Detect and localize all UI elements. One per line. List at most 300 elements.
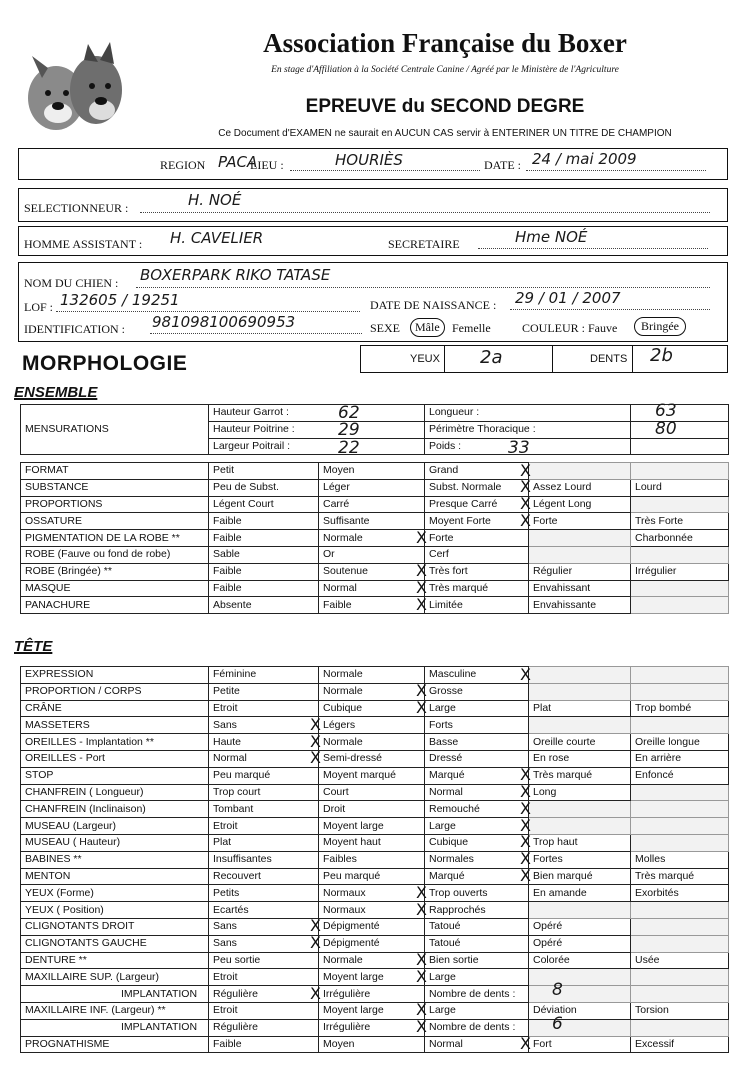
exam-notice: Ce Document d'EXAMEN ne saurait en AUCUN CAS servir à ENTERINER UN TITRE DE CHAMPION (218, 128, 672, 139)
poids-value[interactable]: 33 (508, 438, 530, 458)
tete-row-babines (21, 851, 729, 868)
selectionneur-line (140, 212, 710, 213)
nom-chien-value[interactable]: BOXERPARK RIKO TATASE (140, 266, 331, 284)
check-mark: X (416, 950, 427, 970)
check-mark: X (310, 748, 321, 768)
ensemble-option-cell[interactable]: Normale (319, 530, 425, 547)
naissance-value[interactable]: 29 / 01 / 2007 (515, 289, 621, 307)
ensemble-option-cell[interactable]: Forte (425, 530, 529, 547)
ensemble-row-label: MASQUE (21, 580, 209, 597)
check-mark: X (520, 782, 531, 802)
tete-row-stop (21, 767, 729, 784)
tete-option-cell[interactable]: Forts (425, 717, 529, 734)
tete-option-cell[interactable]: Etroit (209, 700, 319, 717)
largeur-poitrail-value[interactable]: 22 (338, 438, 360, 458)
check-mark: X (520, 866, 531, 886)
dents-inf-value[interactable]: 6 (552, 1014, 563, 1034)
sexe-male-option[interactable]: Mâle (410, 318, 445, 337)
tete-option-cell[interactable]: Sans (209, 717, 319, 734)
longueur-label: Longueur : (425, 405, 631, 422)
hauteur-garrot-label: Hauteur Garrot : (209, 405, 425, 422)
tete-option-cell[interactable]: Trop haut (529, 834, 631, 851)
ensemble-row-format (21, 463, 729, 480)
secretaire-label: SECRETAIRE (388, 237, 460, 251)
tete-title: TÊTE (14, 638, 53, 655)
nom-chien-line (136, 287, 710, 288)
tete-row-clignotants-gauche (21, 935, 729, 952)
tete-row-label: CHANFREIN (Inclinaison) (21, 801, 209, 818)
ensemble-option-cell[interactable]: Faible (209, 580, 319, 597)
tete-row-expression (21, 667, 729, 684)
identification-value[interactable]: 981098100690953 (152, 313, 296, 331)
tete-row-oreilles-port (21, 750, 729, 767)
dents-value[interactable]: 2b (650, 345, 673, 366)
mensurations-label: MENSURATIONS (21, 405, 209, 455)
ensemble-row-masque (21, 580, 729, 597)
lieu-line (290, 170, 480, 171)
ensemble-row-panachure (21, 597, 729, 614)
tete-option-cell[interactable]: Nombre de dents : (425, 986, 529, 1003)
ensemble-option-cell[interactable]: Or (319, 546, 425, 563)
tete-option-cell[interactable]: Large (425, 1002, 529, 1019)
tete-option-cell[interactable] (529, 717, 631, 734)
tete-row-museau-largeur (21, 818, 729, 835)
check-mark: X (310, 916, 321, 936)
tete-option-cell[interactable]: Très marqué (631, 868, 729, 885)
check-mark: X (310, 983, 321, 1003)
tete-option-cell[interactable]: Large (425, 700, 529, 717)
check-mark: X (416, 899, 427, 919)
tete-option-cell[interactable]: Normale (319, 952, 425, 969)
ensemble-row-label: OSSATURE (21, 513, 209, 530)
tete-option-cell[interactable]: Rapprochés (425, 902, 529, 919)
ensemble-option-cell[interactable]: Sable (209, 546, 319, 563)
ensemble-option-cell[interactable] (529, 546, 631, 563)
tete-option-cell[interactable]: Fort (529, 1036, 631, 1053)
tete-option-cell[interactable]: Légers (319, 717, 425, 734)
ensemble-option-cell[interactable]: Normal (319, 580, 425, 597)
tete-option-cell[interactable]: Bien sortie (425, 952, 529, 969)
ensemble-option-cell[interactable] (631, 463, 729, 480)
tete-option-cell[interactable] (529, 1019, 631, 1036)
longueur-cell[interactable] (631, 405, 729, 422)
check-mark: X (416, 561, 427, 581)
ensemble-option-cell[interactable]: Assez Lourd (529, 479, 631, 496)
ensemble-option-cell[interactable]: Cerf (425, 546, 529, 563)
ensemble-option-cell[interactable]: Faible (209, 513, 319, 530)
check-mark: X (416, 1017, 427, 1037)
ensemble-row-label: FORMAT (21, 463, 209, 480)
morphologie-title: MORPHOLOGIE (22, 352, 188, 375)
tete-option-cell[interactable] (529, 969, 631, 986)
dents-divider-right (632, 346, 633, 372)
tete-option-cell[interactable]: Normale (319, 667, 425, 684)
ensemble-row-label: PIGMENTATION DE LA ROBE ** (21, 530, 209, 547)
check-mark: X (416, 594, 427, 614)
tete-option-cell[interactable] (631, 834, 729, 851)
tete-row-label: IMPLANTATION (21, 1019, 209, 1036)
tete-row-label: CRÂNE (21, 700, 209, 717)
ensemble-option-cell[interactable]: Carré (319, 496, 425, 513)
tete-option-cell[interactable]: Tombant (209, 801, 319, 818)
tete-option-cell[interactable]: Normale (319, 683, 425, 700)
tete-option-cell[interactable] (529, 683, 631, 700)
tete-option-cell[interactable]: Enfoncé (631, 767, 729, 784)
lieu-value[interactable]: HOURIÈS (335, 151, 403, 169)
tete-row-label: YEUX (Forme) (21, 885, 209, 902)
couleur-bringee-option[interactable]: Bringée (634, 317, 686, 336)
ensemble-option-cell[interactable]: Moyen (319, 463, 425, 480)
tete-option-cell[interactable]: Trop ouverts (425, 885, 529, 902)
tete-option-cell[interactable]: Déviation (529, 1002, 631, 1019)
hauteur-garrot-value[interactable]: 62 (338, 403, 360, 423)
tete-row-label: YEUX ( Position) (21, 902, 209, 919)
tete-row-yeux-position (21, 902, 729, 919)
check-mark: X (520, 849, 531, 869)
tete-option-cell[interactable]: Trop bombé (631, 700, 729, 717)
lof-line (56, 311, 360, 312)
identification-line (150, 333, 362, 334)
tete-option-cell[interactable]: Ecartés (209, 902, 319, 919)
tete-row-chanfrein-inclinaison (21, 801, 729, 818)
tete-option-cell[interactable]: Moyen (319, 1036, 425, 1053)
tete-option-cell[interactable]: Opéré (529, 935, 631, 952)
tete-option-cell[interactable] (631, 969, 729, 986)
form-title: EPREUVE du SECOND DEGRE (305, 96, 585, 117)
ensemble-option-cell[interactable]: Limitée (425, 597, 529, 614)
ensemble-option-cell[interactable]: Presque Carré (425, 496, 529, 513)
tete-option-cell[interactable]: Insuffisantes (209, 851, 319, 868)
tete-row-label: BABINES ** (21, 851, 209, 868)
tete-row-chanfrein-longueur (21, 784, 729, 801)
check-mark: X (310, 731, 321, 751)
tete-row-maxillaire-inf-largeur (21, 1002, 729, 1019)
perimetre-label: Périmètre Thoracique : (425, 421, 631, 438)
sexe-label: SEXE (370, 321, 400, 335)
ensemble-option-cell[interactable] (529, 530, 631, 547)
tete-option-cell[interactable]: Régulière (209, 1019, 319, 1036)
tete-option-cell[interactable]: Très marqué (529, 767, 631, 784)
tete-option-cell[interactable]: Irrégulière (319, 1019, 425, 1036)
tete-row-label: MENTON (21, 868, 209, 885)
tete-option-cell[interactable]: Normaux (319, 902, 425, 919)
ensemble-row-label: PROPORTIONS (21, 496, 209, 513)
association-name: Association Française du Boxer (263, 28, 627, 58)
tete-option-cell[interactable]: Irrégulière (319, 986, 425, 1003)
tete-option-cell[interactable] (631, 1019, 729, 1036)
lof-value[interactable]: 132605 / 19251 (60, 291, 180, 309)
tete-option-cell[interactable] (631, 683, 729, 700)
tete-option-cell[interactable]: Etroit (209, 1002, 319, 1019)
tete-option-cell[interactable]: Marqué (425, 767, 529, 784)
tete-row-label: OREILLES - Implantation ** (21, 734, 209, 751)
tete-row-crane (21, 700, 729, 717)
sexe-femelle-option[interactable]: Femelle (452, 321, 491, 335)
tete-option-cell[interactable]: Régulière (209, 986, 319, 1003)
ensemble-option-cell[interactable]: Envahissant (529, 580, 631, 597)
ensemble-option-cell[interactable]: Peu de Subst. (209, 479, 319, 496)
tete-row-yeux-forme (21, 885, 729, 902)
tete-option-cell[interactable]: Etroit (209, 818, 319, 835)
tete-option-cell[interactable] (529, 818, 631, 835)
dents-sup-value[interactable]: 8 (552, 980, 563, 1000)
ensemble-option-cell[interactable]: Faible (319, 597, 425, 614)
perimetre-value[interactable]: 80 (655, 419, 677, 439)
secretaire-value[interactable]: Hme NOÉ (515, 228, 588, 246)
tete-row-museau-hauteur (21, 834, 729, 851)
tete-option-cell[interactable] (631, 935, 729, 952)
tete-option-cell[interactable] (529, 801, 631, 818)
tete-option-cell[interactable]: Normaux (319, 885, 425, 902)
tete-option-cell[interactable]: Etroit (209, 969, 319, 986)
tete-option-cell[interactable]: Basse (425, 734, 529, 751)
tete-row-maxillaire-sup-largeur (21, 969, 729, 986)
ensemble-option-cell[interactable]: Envahissante (529, 597, 631, 614)
selectionneur-value[interactable]: H. NOÉ (188, 191, 242, 209)
tete-option-cell[interactable]: Moyent haut (319, 834, 425, 851)
tete-option-cell[interactable]: Normales (425, 851, 529, 868)
ensemble-row-proportions (21, 496, 729, 513)
tete-option-cell[interactable] (529, 667, 631, 684)
tete-option-cell[interactable] (631, 818, 729, 835)
tete-option-cell[interactable]: Trop court (209, 784, 319, 801)
ensemble-option-cell[interactable]: Forte (529, 513, 631, 530)
ensemble-option-cell[interactable]: Légent Court (209, 496, 319, 513)
check-mark: X (520, 832, 531, 852)
ensemble-option-cell[interactable]: Suffisante (319, 513, 425, 530)
hauteur-poitrine-value[interactable]: 29 (338, 420, 360, 440)
tete-option-cell[interactable]: Petite (209, 683, 319, 700)
check-mark: X (416, 578, 427, 598)
tete-row-label: CLIGNOTANTS GAUCHE (21, 935, 209, 952)
dents-label: DENTS (590, 353, 628, 365)
check-mark: X (416, 681, 427, 701)
tete-option-cell[interactable]: Semi-dressé (319, 750, 425, 767)
tete-option-cell[interactable]: Faibles (319, 851, 425, 868)
tete-option-cell[interactable]: Large (425, 969, 529, 986)
lieu-label: LIEU : (250, 158, 284, 172)
tete-option-cell[interactable]: Opéré (529, 918, 631, 935)
yeux-value[interactable]: 2a (480, 347, 503, 368)
homme-assistant-label: HOMME ASSISTANT : (24, 237, 143, 251)
tete-option-cell[interactable]: Haute (209, 734, 319, 751)
tete-option-cell[interactable]: Moyent marqué (319, 767, 425, 784)
ensemble-option-cell[interactable]: Moyent Forte (425, 513, 529, 530)
tete-row-prognathisme (21, 1036, 729, 1053)
tete-option-cell[interactable]: Large (425, 818, 529, 835)
ensemble-option-cell[interactable]: Faible (209, 530, 319, 547)
tete-row-label: EXPRESSION (21, 667, 209, 684)
tete-option-cell[interactable]: Exorbités (631, 885, 729, 902)
tete-option-cell[interactable]: Tatoué (425, 935, 529, 952)
ensemble-option-cell[interactable] (529, 463, 631, 480)
tete-row-label: CHANFREIN ( Longueur) (21, 784, 209, 801)
tete-option-cell[interactable]: En arrière (631, 750, 729, 767)
ensemble-option-cell[interactable]: Grand (425, 463, 529, 480)
tete-option-cell[interactable]: Plat (529, 700, 631, 717)
tete-option-cell[interactable]: Oreille courte (529, 734, 631, 751)
hauteur-poitrine-label: Hauteur Poitrine : (209, 421, 425, 438)
tete-row-label: PROPORTION / CORPS (21, 683, 209, 700)
ensemble-row-label: ROBE (Bringée) ** (21, 563, 209, 580)
tete-option-cell[interactable]: En rose (529, 750, 631, 767)
ensemble-option-cell[interactable]: Léger (319, 479, 425, 496)
secretaire-line (478, 248, 708, 249)
tete-option-cell[interactable]: Sans (209, 935, 319, 952)
date-value[interactable]: 24 / mai 2009 (532, 150, 637, 168)
tete-option-cell[interactable]: Plat (209, 834, 319, 851)
ensemble-option-cell[interactable] (631, 546, 729, 563)
yeux-label: YEUX (410, 353, 440, 365)
tete-option-cell[interactable]: Recouvert (209, 868, 319, 885)
check-mark: X (520, 494, 531, 514)
tete-option-cell[interactable]: Moyent large (319, 818, 425, 835)
check-mark: X (310, 714, 321, 734)
tete-option-cell[interactable]: Usée (631, 952, 729, 969)
tete-option-cell[interactable]: Sans (209, 918, 319, 935)
tete-option-cell[interactable]: Remouché (425, 801, 529, 818)
yeux-divider (444, 346, 445, 372)
tete-row-implantation (21, 986, 729, 1003)
tete-option-cell[interactable] (631, 918, 729, 935)
tete-option-cell[interactable]: Long (529, 784, 631, 801)
tete-option-cell[interactable]: Peu marqué (209, 767, 319, 784)
tete-option-cell[interactable]: En amande (529, 885, 631, 902)
ensemble-option-cell[interactable] (631, 580, 729, 597)
ensemble-option-cell[interactable] (631, 597, 729, 614)
ensemble-option-cell[interactable]: Lourd (631, 479, 729, 496)
tete-row-clignotants-droit (21, 918, 729, 935)
tete-option-cell[interactable]: Normal (209, 750, 319, 767)
tete-row-label: MUSEAU (Largeur) (21, 818, 209, 835)
tete-row-label: MAXILLAIRE INF. (Largeur) ** (21, 1002, 209, 1019)
tete-table (20, 666, 729, 1053)
tete-option-cell[interactable]: Normal (425, 784, 529, 801)
ensemble-option-cell[interactable]: Légent Long (529, 496, 631, 513)
tete-row-proportion-corps (21, 683, 729, 700)
tete-option-cell[interactable]: Dressé (425, 750, 529, 767)
tete-option-cell[interactable]: Colorée (529, 952, 631, 969)
check-mark: X (416, 698, 427, 718)
tete-row-label: DENTURE ** (21, 952, 209, 969)
affiliation-line: En stage d'Affiliation à la Société Centrale Canine / Agréé par le Ministère de l'Agriculture (271, 65, 619, 75)
ensemble-option-cell[interactable]: Très fort (425, 563, 529, 580)
ensemble-option-cell[interactable]: Soutenue (319, 563, 425, 580)
homme-assistant-value[interactable]: H. CAVELIER (170, 229, 264, 247)
tete-option-cell[interactable]: Moyent large (319, 969, 425, 986)
ensemble-row-label: ROBE (Fauve ou fond de robe) (21, 546, 209, 563)
ensemble-option-cell[interactable]: Absente (209, 597, 319, 614)
ensemble-option-cell[interactable]: Charbonnée (631, 530, 729, 547)
tete-option-cell[interactable]: Peu sortie (209, 952, 319, 969)
tete-option-cell[interactable]: Normale (319, 734, 425, 751)
tete-option-cell[interactable]: Bien marqué (529, 868, 631, 885)
ensemble-option-cell[interactable]: Petit (209, 463, 319, 480)
tete-option-cell[interactable]: Masculine (425, 667, 529, 684)
check-mark: X (416, 966, 427, 986)
largeur-poitrail-label: Largeur Poitrail : (209, 438, 425, 455)
check-mark: X (520, 1034, 531, 1054)
tete-row-implantation (21, 1019, 729, 1036)
date-line (526, 170, 706, 171)
tete-option-cell[interactable] (529, 902, 631, 919)
tete-option-cell[interactable]: Dépigmenté (319, 935, 425, 952)
tete-option-cell[interactable]: Fortes (529, 851, 631, 868)
poids-label: Poids : (425, 438, 631, 455)
longueur-value[interactable]: 63 (655, 401, 677, 421)
tete-option-cell[interactable]: Féminine (209, 667, 319, 684)
region-label: REGION (160, 158, 206, 172)
ensemble-row-robe-fauve-ou-fond-de-robe (21, 546, 729, 563)
tete-option-cell[interactable]: Nombre de dents : (425, 1019, 529, 1036)
ensemble-row-ossature (21, 513, 729, 530)
perimetre-cell[interactable] (631, 421, 729, 438)
tete-row-denture (21, 952, 729, 969)
check-mark: X (310, 933, 321, 953)
tete-option-cell[interactable]: Torsion (631, 1002, 729, 1019)
tete-option-cell[interactable]: Dépigmenté (319, 918, 425, 935)
ensemble-row-robe-bringee (21, 563, 729, 580)
tete-option-cell[interactable]: Cubique (425, 834, 529, 851)
tete-option-cell[interactable]: Molles (631, 851, 729, 868)
tete-option-cell[interactable]: Court (319, 784, 425, 801)
tete-row-label: MASSETERS (21, 717, 209, 734)
check-mark: X (520, 460, 531, 480)
tete-option-cell[interactable]: Normal (425, 1036, 529, 1053)
mensurations-table (20, 404, 729, 455)
ensemble-option-cell[interactable]: Régulier (529, 563, 631, 580)
ensemble-option-cell[interactable]: Très Forte (631, 513, 729, 530)
tete-option-cell[interactable] (631, 801, 729, 818)
tete-option-cell[interactable] (631, 902, 729, 919)
tete-option-cell[interactable]: Droit (319, 801, 425, 818)
tete-option-cell[interactable]: Marqué (425, 868, 529, 885)
tete-option-cell[interactable] (631, 986, 729, 1003)
ensemble-option-cell[interactable]: Subst. Normale (425, 479, 529, 496)
check-mark: X (416, 1000, 427, 1020)
ensemble-option-cell[interactable]: Irrégulier (631, 563, 729, 580)
tete-row-menton (21, 868, 729, 885)
tete-option-cell[interactable]: Petits (209, 885, 319, 902)
naissance-label: DATE DE NAISSANCE : (370, 298, 497, 312)
tete-option-cell[interactable]: Oreille longue (631, 734, 729, 751)
lof-label: LOF : (24, 300, 54, 314)
tete-option-cell[interactable]: Peu marqué (319, 868, 425, 885)
tete-row-label: MUSEAU ( Hauteur) (21, 834, 209, 851)
tete-option-cell[interactable] (631, 784, 729, 801)
ensemble-option-cell[interactable]: Très marqué (425, 580, 529, 597)
check-mark: X (520, 765, 531, 785)
naissance-line (510, 309, 710, 310)
tete-option-cell[interactable] (631, 667, 729, 684)
ensemble-option-cell[interactable]: Faible (209, 563, 319, 580)
region-value[interactable]: PACA (218, 153, 258, 171)
tete-option-cell[interactable]: Grosse (425, 683, 529, 700)
tete-option-cell[interactable]: Moyent large (319, 1002, 425, 1019)
tete-option-cell[interactable]: Faible (209, 1036, 319, 1053)
check-mark: X (520, 798, 531, 818)
nom-chien-label: NOM DU CHIEN : (24, 276, 119, 290)
check-mark: X (520, 510, 531, 530)
ensemble-option-cell[interactable] (631, 496, 729, 513)
tete-option-cell[interactable] (529, 986, 631, 1003)
tete-option-cell[interactable]: Tatoué (425, 918, 529, 935)
tete-option-cell[interactable]: Excessif (631, 1036, 729, 1053)
tete-row-oreilles-implantation (21, 734, 729, 751)
tete-option-cell[interactable] (631, 717, 729, 734)
tete-option-cell[interactable]: Cubique (319, 700, 425, 717)
poids-cell[interactable] (631, 438, 729, 455)
